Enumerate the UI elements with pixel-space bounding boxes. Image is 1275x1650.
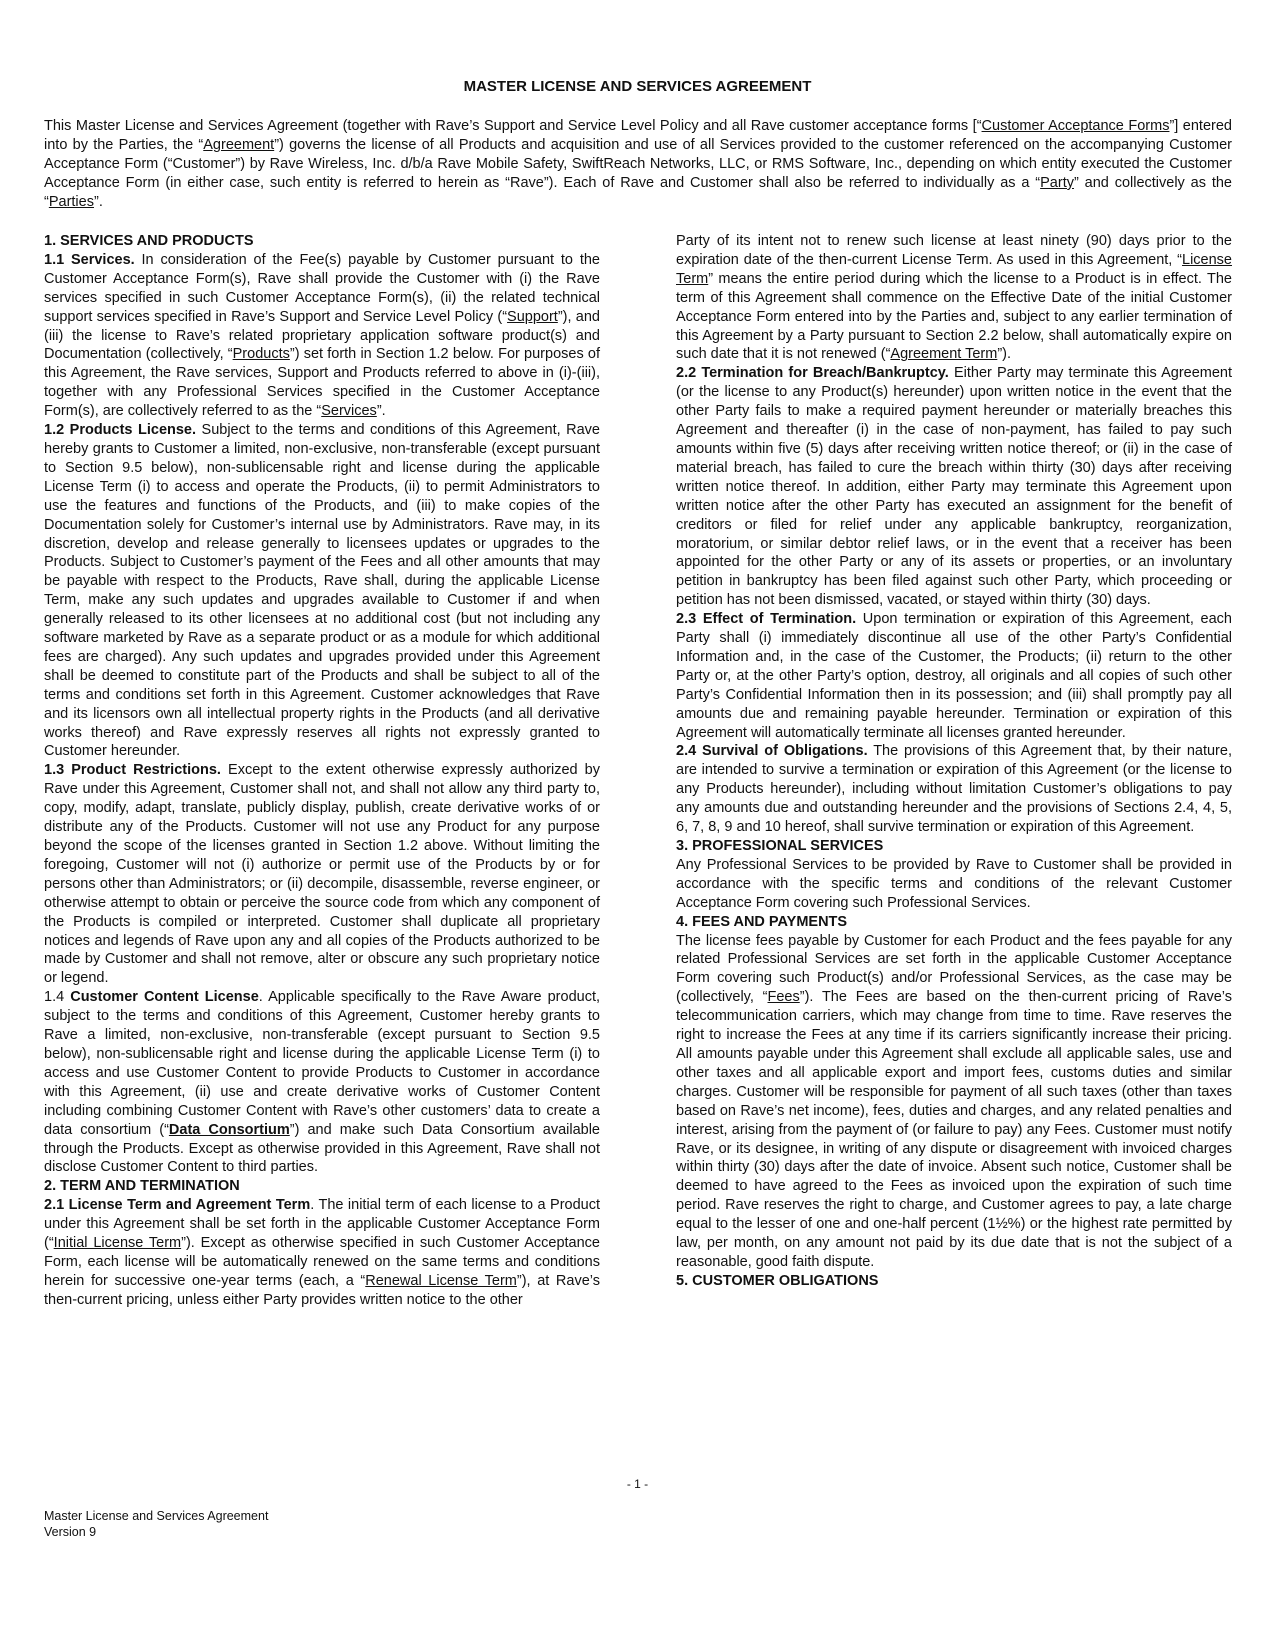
intro-text: ”] entered into by the Parties, the “ <box>44 118 1232 153</box>
section-4-text <box>676 932 1232 1272</box>
section-2-1-continued <box>676 232 1232 364</box>
defined-term: Agreement <box>203 137 275 153</box>
clause-text: ”). <box>997 346 1012 363</box>
footer-version: Version 9 <box>44 1525 97 1539</box>
clause-label: 1.1 Services. <box>44 251 135 268</box>
section-1-1 <box>44 251 600 421</box>
intro-text: ” and collectively as the “ <box>44 175 1232 210</box>
defined-term: Data Consortium <box>168 1121 290 1138</box>
clause-text: ”. <box>376 403 386 420</box>
clause-number: 1.4 <box>44 989 71 1006</box>
clause-text: ”) and make such Data Consortium available through the Products. Except as otherwise provided in this Agreement, Rave shall not disclose Customer Content to third parties. <box>44 1121 600 1176</box>
clause-text: . Applicable specifically to the Rave Aware product, subject to the terms and conditions of this Agreement, Customer hereby grants to Rave a limited, non-exclusive, non-transferable (except pursuant to Section 9.5 below), non-sublicensable right and license during the applicable License Term (i) to access and use Customer Content to provide Products to Customer in accordance with this Agreement, (ii) use and create derivative works of Customer Content including combining Customer Content with Rave’s other customers’ data to create a data consortium (“ <box>44 989 600 1138</box>
section-heading: 3. PROFESSIONAL SERVICES <box>676 838 884 854</box>
clause-text: Upon termination or expiration of this Agreement, each Party shall (i) immediately discontinue all use of the other Party’s Confidential Information and, in the case of the Customer, the Products; (ii) return to the other Party or, at the other Party’s option, destroy, all originals and all copies of such other Party’s Confidential Information then in its possession; and (iii) shall promptly pay all amounts due and remaining payable hereunder. Termination or expiration of this Agreement will automatically terminate all licenses granted hereunder. <box>676 611 1232 741</box>
clause-text: Party of its intent not to renew such license at least ninety (90) days prior to the expiration date of the then-current License Term. As used in this Agreement, “ <box>676 233 1232 268</box>
clause-text: Either Party may terminate this Agreement (or the license to any Product(s) hereunder) upon written notice in the event that the other Party fails to make a required payment hereunder or materially breaches this Agreement and thereafter (i) in the case of non-payment, has failed to pay such amounts within five (5) days after receiving written notice thereof; or (ii) in the case of material breach, has failed to cure the breach within thirty (30) days after receiving written notice thereof. In addition, either Party may terminate this Agreement upon written notice after the other Party has executed an assignment for the benefit of creditors or filed for relief under any applicable bankruptcy, reorganization, moratorium, or similar debtor relief laws, or in the event that a receiver has been appointed for the other Party or any of its assets or properties, or an involuntary petition in bankruptcy has been filed against such other Party, which proceeding or petition has not been dismissed, vacated, or stayed within thirty (30) days. <box>676 365 1233 609</box>
defined-term: Customer Acceptance Forms <box>981 118 1170 134</box>
defined-term: Initial License Term <box>53 1235 182 1252</box>
section-heading: 2. TERM AND TERMINATION <box>44 1178 240 1195</box>
defined-term: Services <box>321 403 377 420</box>
clause-text: ”). Except as otherwise specified in such Customer Acceptance Form, each license will be automatically renewed on the same terms and conditions herein for successive one-year terms (each, a “ <box>44 1235 600 1289</box>
section-2-1 <box>44 1196 600 1309</box>
intro-paragraph <box>44 117 1232 212</box>
clause-text: ”), and (iii) the license to Rave’s related proprietary application software product(s) and Documentation (collectively, “ <box>44 308 600 363</box>
clause-text: In consideration of the Fee(s) payable by Customer pursuant to the Customer Acceptance Form(s), Rave shall provide the Customer with (i) the Rave services specified in such Customer Acceptance Form(s), (ii) the related technical support services specified in Rave’s Support and Service Level Policy (“ <box>44 251 600 325</box>
clause-label: 2.2 Termination for Breach/Bankruptcy. <box>676 365 949 382</box>
footer-title: Master License and Services Agreement <box>44 1509 269 1523</box>
defined-term: Agreement Term <box>890 346 998 363</box>
section-1-2 <box>44 421 600 761</box>
section-2-2 <box>676 364 1232 610</box>
clause-text: . The initial term of each license to a Product under this Agreement shall be set forth in the applicable Customer Acceptance Form (“ <box>44 1197 601 1252</box>
page-number: - 1 - <box>626 1477 649 1491</box>
section-heading: 4. FEES AND PAYMENTS <box>676 913 848 930</box>
clause-label: 2.3 Effect of Termination. <box>676 611 857 628</box>
clause-label: 1.2 Products License. <box>44 422 197 439</box>
section-3-text: Any Professional Services to be provided by Rave to Customer shall be provided in accordance with the specific terms and conditions of the relevant Customer Acceptance Form covering such Professional Services. <box>676 856 1232 911</box>
section-1-4 <box>44 988 600 1177</box>
intro-text: This Master License and Services Agreement (together with Rave’s Support and Service Level Policy and all Rave customer acceptance forms [“ <box>44 118 982 134</box>
intro-text: ”. <box>93 194 103 210</box>
section-2-3 <box>676 610 1232 742</box>
clause-text: ”). The Fees are based on the then-current pricing of Rave’s telecommunication carriers, which may change from time to time. Rave reserves the right to increase the Fees at any time if its carriers significantly increase their pricing. All amounts payable under this Agreement shall exclude all applicable sales, use and other taxes and all applicable export and import fees, customs duties and similar charges. Customer will be responsible for payment of all such taxes (other than taxes based on Rave’s net income), fees, duties and charges, and any related penalties and interest, arising from the payment of (or failure to pay) any Fees. Customer must notify Rave, or its designee, in writing of any dispute or disagreement with invoiced charges within thirty (30) days after the date of invoice. Absent such notice, Customer shall be deemed to have agreed to the Fees as invoiced upon the expiration of such time period. Rave reserves the right to charge, and Customer agrees to pay, a late charge equal to the lesser of one and one-half percent (1½%) or the highest rate permitted by law, per month, on any amount not paid by its due date that is not the subject of a reasonable, good faith dispute. <box>676 989 1232 1270</box>
defined-term: Party <box>1040 175 1074 191</box>
right-column <box>676 232 1232 1291</box>
footer <box>44 1508 268 1540</box>
section-heading: 1. SERVICES AND PRODUCTS <box>44 233 254 249</box>
clause-text: ”) set forth in Section 1.2 below. For purposes of this Agreement, the Rave services, Support and Products referred to above in (i)-(iii), together with any Professional Services specified in the Customer Acceptance Form(s), are collectively referred to as the “ <box>44 346 600 420</box>
clause-text: ” means the entire period during which the license to a Product is in effect. The term of this Agreement shall commence on the Effective Date of the initial Customer Acceptance Form entered into by the Parties and, subject to any earlier termination of this Agreement by a Party pursuant to Section 2.2 below, shall automatically expire on such date that it is not renewed (“ <box>676 270 1232 363</box>
intro-text: ”) governs the license of all Products and acquisition and use of all Services provided to the customer referenced on the accompanying Customer Acceptance Form (“Customer”) by Rave Wireless, Inc. d/b/a Rave Mobile Safety, SwiftReach Networks, LLC, or RMS Software, Inc., depending on which entity executed the Customer Acceptance Form (in either case, such entity is referred to herein as “Rave”). Each of Rave and Customer shall also be referred to individually as a “ <box>44 137 1232 191</box>
clause-text: The license fees payable by Customer for each Product and the fees payable for any related Professional Services are set forth in the applicable Customer Acceptance Form covering such Product(s) and/or Professional Services, as the case may be (collectively, “ <box>676 932 1232 1006</box>
clause-text: Subject to the terms and conditions of this Agreement, Rave hereby grants to Customer a limited, non-exclusive, non-transferable (except pursuant to Section 9.5 below), non-sublicensable right and license during the applicable License Term (i) to access and operate the Products, (ii) to permit Administrators to use the features and functions of the Products, and (iii) to make copies of the Documentation solely for Customer’s internal use by Administrators. Rave may, in its discretion, develop and release generally to licensees updates or upgrades to the Products. Subject to Customer’s payment of the Fees and all other amounts that may be payable with respect to the Products, Rave shall, during the applicable License Term, make any such updates and upgrades available to Customer if and when generally released to its other licensees at no additional cost (but not including any software marketed by Rave as a separate product or as a module for which additional fees are charged). Any such updates and upgrades provided under this Agreement shall be deemed to constitute part of the Products and shall be subject to all of the terms and conditions set forth in this Agreement. Customer acknowledges that Rave and its licensors own all intellectual property rights in the Products (and all derivative works thereof) and Rave expressly reserves all rights not expressly granted to Customer hereunder. <box>44 422 600 760</box>
defined-term: Parties <box>48 194 94 210</box>
section-1-3 <box>44 761 600 988</box>
clause-label: 2.1 License Term and Agreement Term <box>44 1197 311 1214</box>
defined-term: Renewal License Term <box>365 1272 517 1289</box>
clause-label: 1.3 Product Restrictions. <box>44 762 221 779</box>
clause-text: The provisions of this Agreement that, by their nature, are intended to survive a termination or expiration of this Agreement (or the license to any Products hereunder), including without limitation Customer’s obligations to pay any amounts due and outstanding hereunder and the provisions of Sections 2.4, 4, 5, 6, 7, 8, 9 and 10 hereof, shall survive termination or expiration of this Agreement. <box>676 743 1232 836</box>
section-heading: 5. CUSTOMER OBLIGATIONS <box>676 1272 879 1289</box>
defined-term: Products <box>232 346 290 363</box>
clause-label: 2.4 Survival of Obligations. <box>676 743 868 760</box>
document-title: MASTER LICENSE AND SERVICES AGREEMENT <box>463 78 812 95</box>
clause-label: Customer Content License <box>70 989 259 1006</box>
left-column <box>44 232 600 1310</box>
clause-text: Except to the extent otherwise expressly authorized by Rave under this Agreement, Customer shall not, and shall not allow any third party to, copy, modify, adapt, translate, publicly display, publish, create derivative works of or distribute any of the Products. Customer will not use any Product for any purpose beyond the scope of the licenses granted in Section 1.2 above. Without limiting the foregoing, Customer will not (i) authorize or permit use of the Products by or for persons other than Administrators; or (ii) decompile, disassemble, reverse engineer, or otherwise attempt to obtain or perceive the source code from which any component of the Products is compiled or interpreted. Customer shall duplicate all proprietary notices and legends of Rave upon any and all copies of the Products authorized to be made by Customer and shall not remove, alter or obscure any such proprietary notice or legend. <box>44 762 600 987</box>
section-2-4 <box>676 742 1232 837</box>
defined-term: Fees <box>767 989 800 1006</box>
defined-term: Support <box>507 308 558 325</box>
clause-text: ”), at Rave’s then-current pricing, unless either Party provides written notice to the other <box>44 1272 600 1308</box>
defined-term: License Term <box>676 251 1232 287</box>
